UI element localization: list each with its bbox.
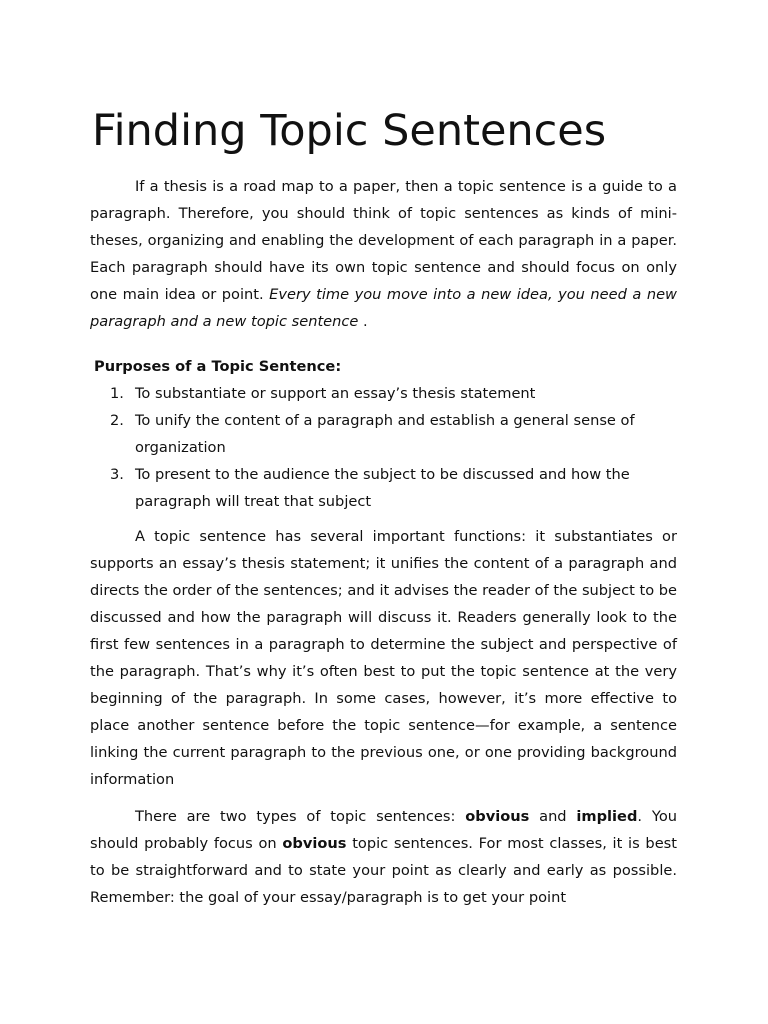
types-text: and — [529, 808, 577, 825]
bold-term-obvious: obvious — [282, 835, 347, 852]
intro-text: If a thesis is a road map to a paper, then a topic sentence is a guide to a paragraph. Therefore, you should think of topic sentences as kinds of mini-theses, organizing and enabling the development of each paragraph in a paper. Each paragraph should have its own topic sentence and should focus on only one main idea or point. — [90, 178, 677, 303]
page-title: Finding Topic Sentences — [92, 106, 607, 156]
purposes-heading: Purposes of a Topic Sentence: — [94, 358, 342, 375]
bold-term-implied: implied — [576, 808, 638, 825]
types-text: topic sentences. For most classes, it is best to be straightforward and to state your point as clearly and early as possible. Remember: the goal of your essay/paragraph is to get your point — [90, 835, 677, 906]
list-item-text: To unify the content of a paragraph and establish a general sense of organization — [135, 412, 635, 456]
functions-text: A topic sentence has several important functions: it substantiates or supports an essay’s thesis statement; it unifies the content of a paragraph and directs the order of the sentences; and it advises the reader of the subject to be discussed and how the paragraph will discuss it. Readers generally look to the first few sentences in a paragraph to determine the subject and perspective of the paragraph. That’s why it’s often best to put the topic sentence at the very beginning of the paragraph. In some cases, however, it’s more effective to place another sentence before the topic sentence—for example, a sentence linking the current paragraph to the previous one, or one providing background information — [90, 528, 678, 788]
list-item — [90, 461, 677, 515]
list-number: 1. — [110, 385, 124, 402]
types-text: There are two types of topic sentences: — [135, 808, 466, 825]
list-number: 2. — [110, 412, 124, 429]
bold-term-obvious: obvious — [465, 808, 530, 825]
list-item — [90, 380, 677, 407]
intro-italic-text: Every time you move into a new idea, you need a new paragraph and a new topic sentence — [90, 286, 677, 330]
types-paragraph — [90, 803, 677, 911]
list-item-text: To present to the audience the subject to be discussed and how the paragraph will treat that subject — [135, 466, 630, 510]
functions-paragraph — [90, 523, 677, 793]
intro-paragraph — [90, 173, 677, 335]
list-item-text: To substantiate or support an essay’s thesis statement — [135, 385, 536, 402]
list-number: 3. — [110, 466, 124, 483]
list-item — [90, 407, 677, 461]
purposes-list — [90, 380, 677, 515]
types-text: . You should probably focus on — [90, 808, 678, 852]
intro-end-text: . — [358, 313, 368, 330]
